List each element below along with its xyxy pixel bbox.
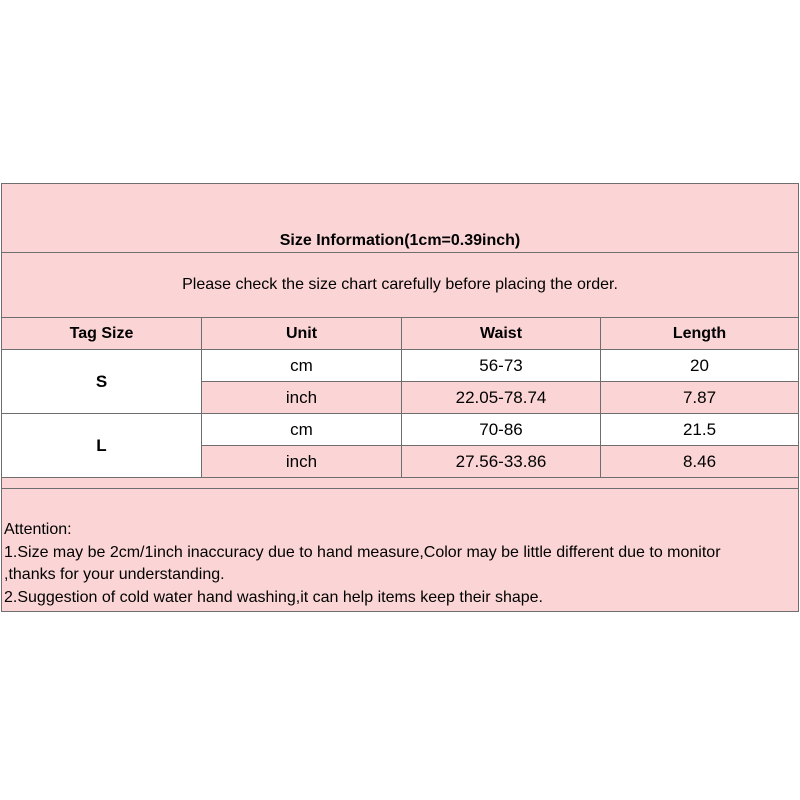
waist-cell: 70-86 xyxy=(402,414,601,446)
attention-block xyxy=(2,489,799,612)
header-waist: Waist xyxy=(402,318,601,350)
order-note: Please check the size chart carefully before placing the order. xyxy=(2,253,799,318)
length-cell: 7.87 xyxy=(601,382,799,414)
length-cell: 20 xyxy=(601,350,799,382)
table-row xyxy=(2,414,799,446)
header-length: Length xyxy=(601,318,799,350)
unit-cell: cm xyxy=(202,350,402,382)
tag-size-s: S xyxy=(2,350,202,414)
waist-cell: 27.56-33.86 xyxy=(402,446,601,478)
length-cell: 21.5 xyxy=(601,414,799,446)
header-tag-size: Tag Size xyxy=(2,318,202,350)
header-unit: Unit xyxy=(202,318,402,350)
attention-line: 2.Suggestion of cold water hand washing,it can help items keep their shape. xyxy=(4,588,543,606)
spacer xyxy=(2,478,799,489)
attention-line: 1.Size may be 2cm/1inch inaccuracy due to hand measure,Color may be little different due to monitor xyxy=(4,543,721,561)
waist-cell: 22.05-78.74 xyxy=(402,382,601,414)
table-row xyxy=(2,350,799,382)
tag-size-l: L xyxy=(2,414,202,478)
unit-cell: inch xyxy=(202,446,402,478)
length-cell: 8.46 xyxy=(601,446,799,478)
size-chart-table xyxy=(1,183,799,612)
unit-cell: cm xyxy=(202,414,402,446)
waist-cell: 56-73 xyxy=(402,350,601,382)
attention-line: ,thanks for your understanding. xyxy=(4,566,225,583)
chart-title: Size Information(1cm=0.39inch) xyxy=(2,184,799,253)
attention-heading: Attention: xyxy=(4,521,72,538)
header-row xyxy=(2,318,799,350)
unit-cell: inch xyxy=(202,382,402,414)
